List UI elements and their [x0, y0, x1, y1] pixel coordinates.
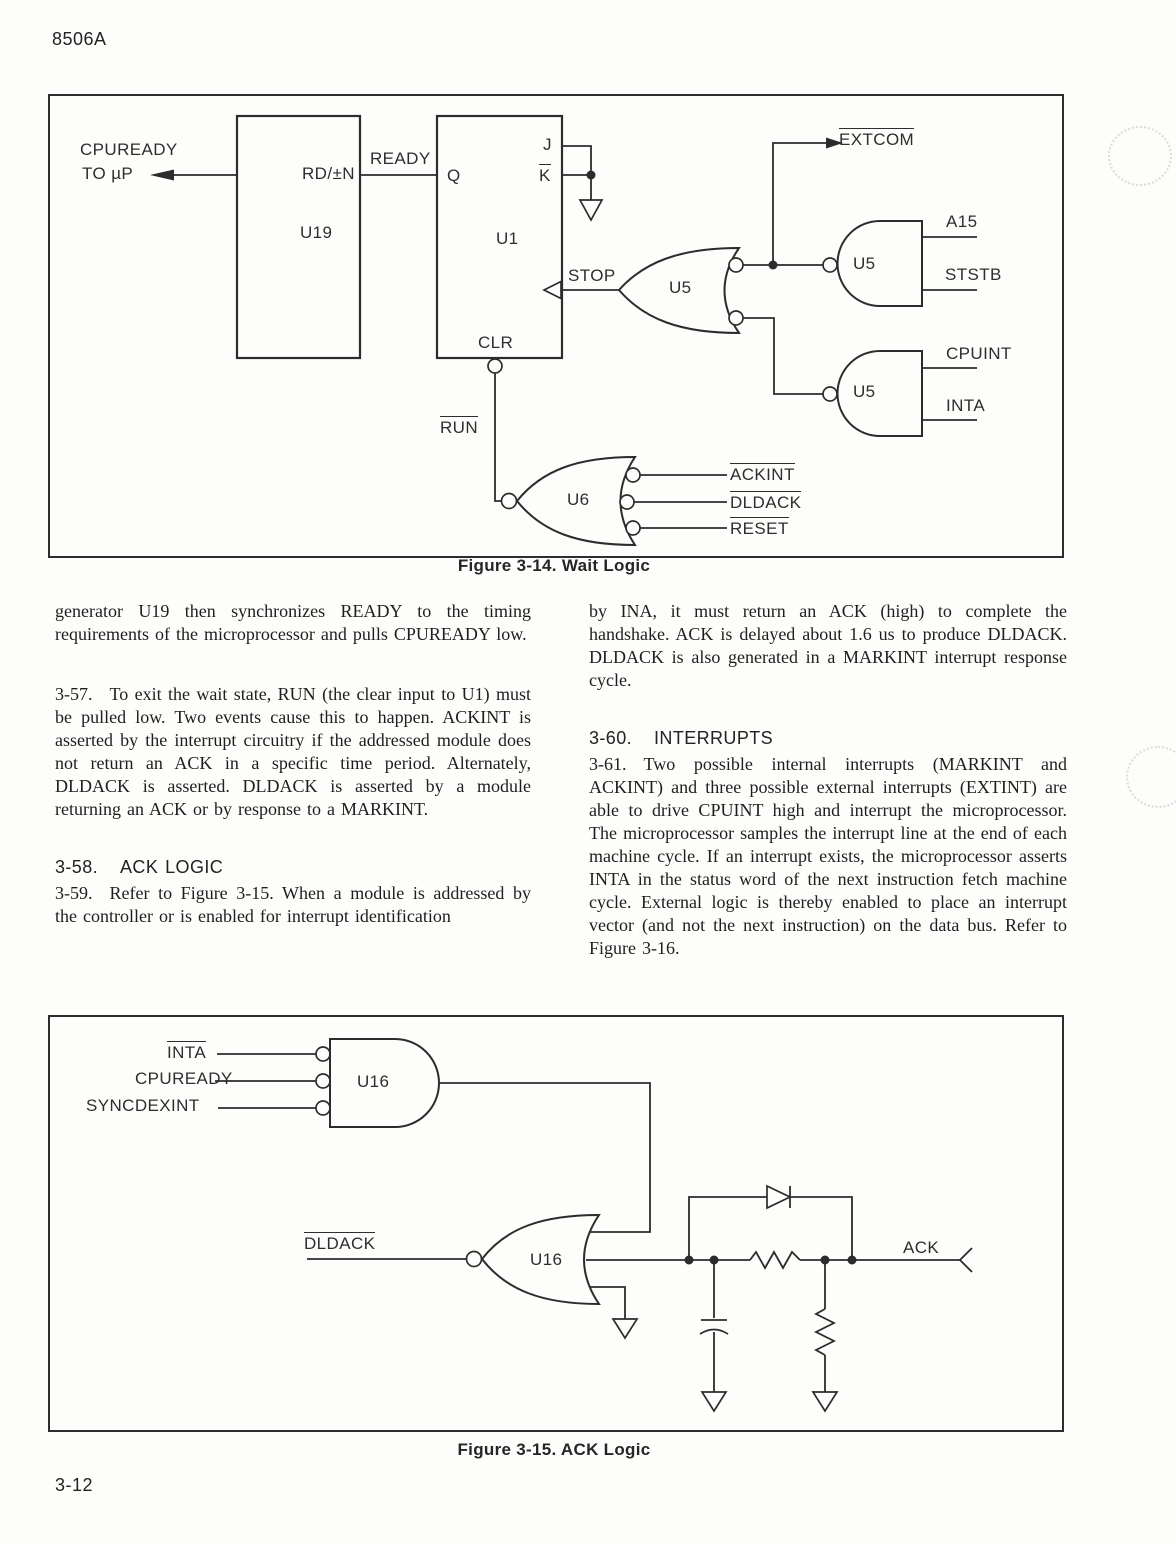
label-reset: RESET [730, 519, 789, 538]
u6-gate [502, 457, 728, 545]
label-dldack: DLDACK [304, 1234, 376, 1253]
label-cpuready: CPUREADY [135, 1069, 233, 1088]
label-u16-and: U16 [357, 1072, 390, 1091]
label-u5-top: U5 [853, 254, 876, 273]
label-u19-pin: RD/±N [302, 164, 355, 183]
u5-top-gate [823, 221, 977, 306]
resistor-branch [813, 1260, 837, 1411]
wait-logic-schematic [50, 96, 1062, 556]
label-j: J [543, 135, 552, 154]
u5-bot-wire [743, 318, 823, 394]
heading-title: INTERRUPTS [654, 728, 774, 748]
label-syncdexint: SYNCDEXINT [86, 1096, 200, 1115]
paragraph-3-57 [55, 683, 531, 821]
paragraph-text: Refer to Figure 3-15. When a module is addressed by the controller or is enabled for interrupt identification [55, 883, 531, 926]
paragraph-number: 3-59. [55, 883, 93, 903]
label-to-up: TO µP [82, 164, 134, 183]
label-ack: ACK [903, 1238, 940, 1257]
page-number: 3-12 [55, 1475, 94, 1495]
figure-3-14 [48, 94, 1064, 558]
label-inta: INTA [167, 1043, 207, 1062]
heading-number: 3-60. [589, 728, 633, 748]
left-column [55, 600, 531, 928]
label-a15: A15 [946, 212, 978, 231]
label-extcom: EXTCOM [839, 130, 915, 149]
label-k-bar: K [539, 166, 551, 185]
heading-title: ACK LOGIC [120, 857, 224, 877]
u16-and-output-wire [439, 1083, 650, 1232]
label-ststb: STSTB [945, 265, 1002, 284]
label-clr: CLR [478, 333, 514, 352]
paragraph-continuation: generator U19 then synchronizes READY to the timing requirements of the microprocessor and pulls CPUREADY low. [55, 601, 531, 644]
u19-box [237, 116, 360, 358]
label-dldack: DLDACK [730, 493, 802, 512]
label-u5-mid: U5 [669, 278, 692, 297]
cpuready-output-wire [150, 170, 237, 181]
label-ackint: ACKINT [730, 465, 795, 484]
label-u1: U1 [496, 229, 519, 248]
extcom-wire [743, 138, 843, 270]
label-inta: INTA [946, 396, 986, 415]
figure-3-15 [48, 1015, 1064, 1432]
right-column [589, 600, 1067, 960]
paragraph-number: 3-57. [55, 684, 93, 704]
figure-3-14-caption: Figure 3-14. Wait Logic [457, 556, 651, 575]
paragraph-3-61 [589, 753, 1067, 960]
heading-3-60 [589, 727, 1067, 750]
clr-run-wire [488, 359, 502, 501]
jk-ground-wire [562, 146, 602, 220]
label-q: Q [447, 166, 461, 185]
scan-artifact-circle [1108, 126, 1172, 186]
label-stop: STOP [568, 266, 616, 285]
label-run: RUN [440, 418, 479, 437]
paragraph-continuation-2: by INA, it must return an ACK (high) to complete the handshake. ACK is delayed about 1.6 us to produce DLDACK. DLDACK is also generated in a MARKINT interrupt response cycle. [589, 601, 1067, 690]
paragraph-text: To exit the wait state, RUN (the clear input to U1) must be pulled low. Two events cause this to happen. ACKINT is asserted by the interrupt circuitry if the addressed module does not return an ACK in a specific time period. Alternately, DLDACK is asserted. DLDACK is asserted by a module returning an ACK or by response to a MARKINT. [55, 684, 531, 819]
figure-3-15-caption: Figure 3-15. ACK Logic [457, 1440, 651, 1459]
heading-number: 3-58. [55, 857, 99, 877]
heading-3-58 [55, 856, 531, 879]
u5-bot-gate [823, 351, 977, 436]
diode-branch [689, 1186, 852, 1260]
capacitor-branch [700, 1260, 728, 1411]
paragraph-text: Two possible internal interrupts (MARKINT and ACKINT) and three possible external interrupts (EXTINT) are able to drive CPUINT high and interrupt the microprocessor. The microprocessor samples the interrupt line at the end of each machine cycle. If an interrupt exists, the microprocessor asserts INTA in the status word of the next instruction fetch machine cycle. External logic is thereby enabled to place an interrupt vector (and not the next instruction) on the data bus. Refer to Figure 3-16. [589, 754, 1067, 958]
paragraph-number: 3-61. [589, 754, 627, 774]
label-cpuint: CPUINT [946, 344, 1012, 363]
label-u6: U6 [567, 490, 590, 509]
label-u19: U19 [300, 223, 333, 242]
label-u16-or: U16 [530, 1250, 563, 1269]
label-u5-bot: U5 [853, 382, 876, 401]
or-gate-ground [589, 1287, 637, 1338]
label-ready: READY [370, 149, 431, 168]
scan-artifact-circle [1126, 746, 1176, 808]
document-code: 8506A [52, 29, 107, 49]
paragraph-3-59 [55, 882, 531, 928]
label-cpuready-to-up: CPUREADY [80, 140, 178, 159]
